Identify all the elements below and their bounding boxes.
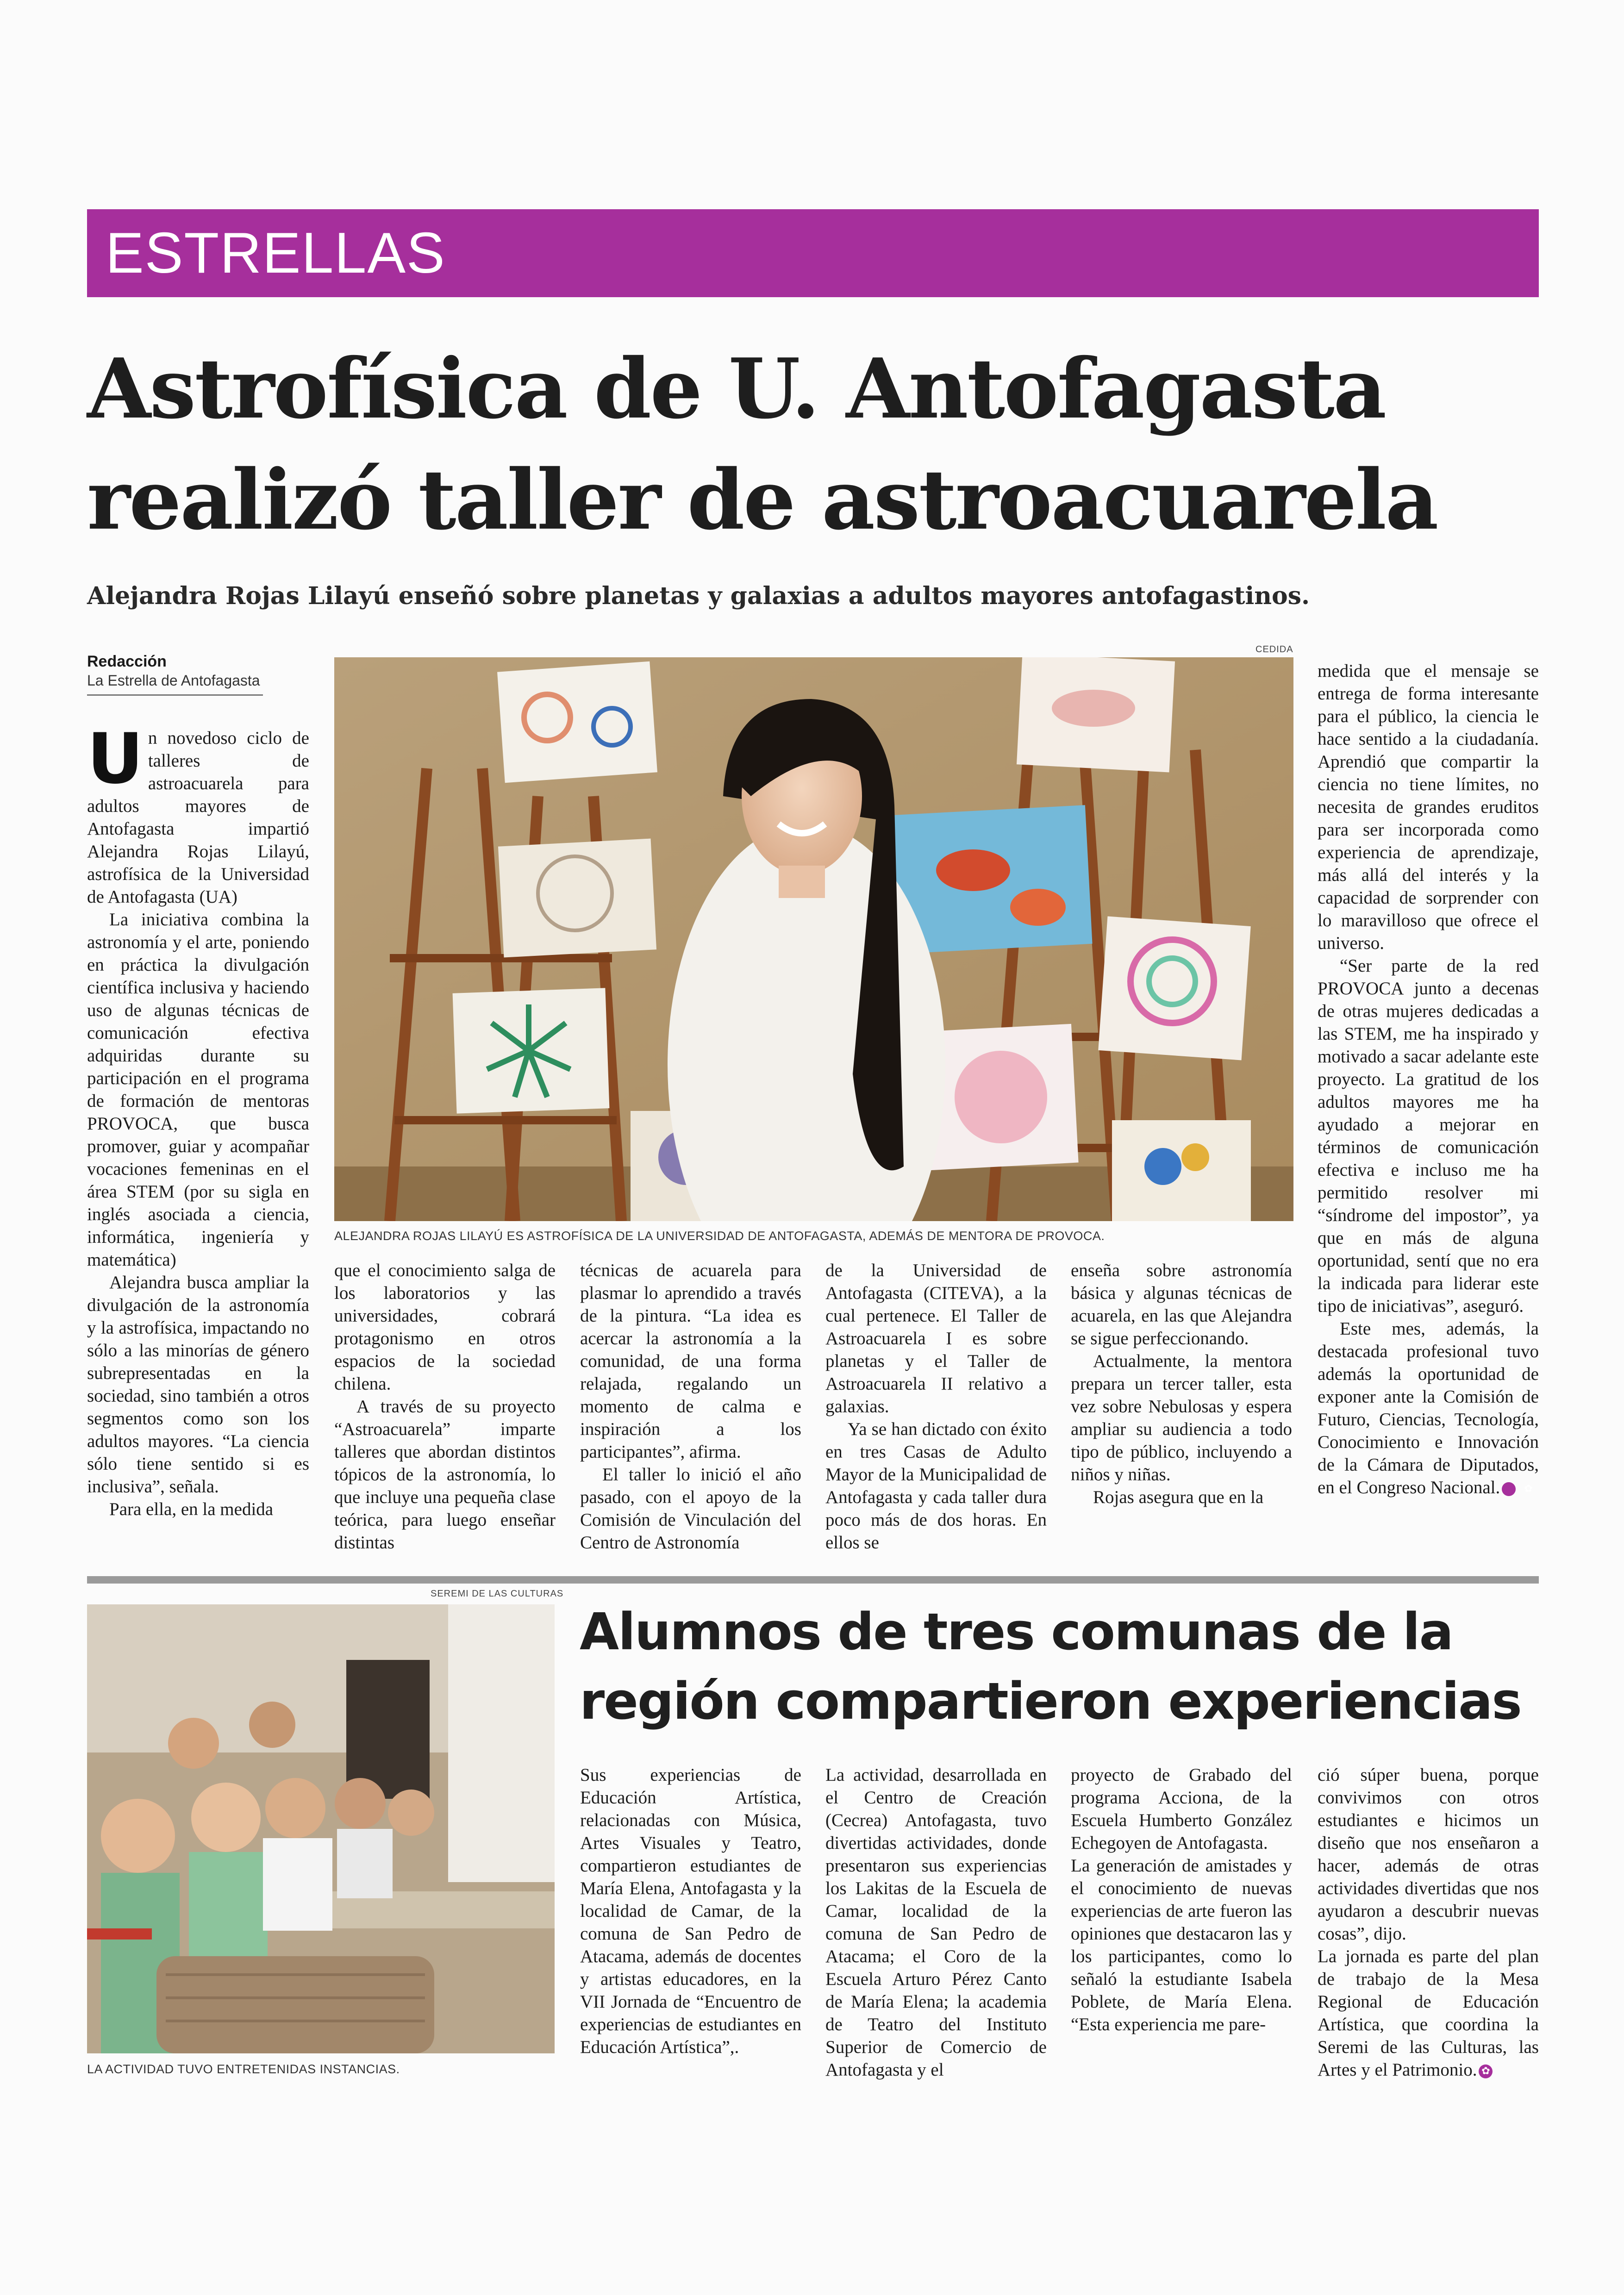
article2-headline [580,1597,1543,1736]
byline-org: La Estrella de Antofagasta [87,672,260,689]
article2-col3-para-2: La generación de amistades y el conocimiento de nuevas experiencias de arte fueron las opiniones que destacaron las y los participantes, como lo señaló la estudiante Isabela Poblete, de María Elena. “Esta experiencia me pare- [1071,1856,1292,2034]
end-mark-icon-2: ✿ [1479,2064,1493,2078]
col6-para-1: medida que el mensaje se entrega de forma interesante para el público, la ciencia le hace sentido a la ciudadanía. Aprendió que compartir la ciencia no tiene límites, no necesita de grandes eruditos para ser incorporada como experiencia de aprendizaje, más allá del interés y la capacidad de sorprender con lo maravilloso que ofrece el universo. [1318,661,1539,953]
headline-line-1: Astrofísica de U. Antofagasta [87,340,1386,437]
article2-column-3 [1071,1764,1292,2036]
col6-para-2: “Ser parte de la red PROVOCA junto a decenas de otras mujeres dedicadas a las STEM, me ha inspirado y motivado a sacar adelante este proyecto. La gratitud de los adultos mayores me ha ayudado a mejorar en términos de comunicación efectiva e incluso me ha permitido resolver mi “síndrome del impostor”, ya que en más de alguna oportunidad, sentí que no era la indicada para liderar este tipo de iniciativas”, aseguró. [1318,956,1539,1316]
article1-column-3 [580,1259,801,1554]
col1-para-1: n novedoso ciclo de talleres de astroacuarela para adultos mayores de Antofagasta impartió Alejandra Rojas Lilayú, astrofísica de la Universidad de Antofagasta (UA) [87,728,309,907]
article-divider [87,1576,1539,1584]
article2-headline-line-1: Alumnos de tres comunas de la [580,1602,1453,1661]
article1-column-6 [1318,660,1539,1499]
headline [87,333,1541,555]
photo2-credit: SEREMI DE LAS CULTURAS [431,1589,564,1599]
col5-para-3: Rojas asegura que en la [1093,1487,1264,1507]
photo2-caption: LA ACTIVIDAD TUVO ENTRETENIDAS INSTANCIAS. [87,2062,400,2076]
article1-column-1 [87,719,309,1521]
subheadline: Alejandra Rojas Lilayú enseñó sobre planetas y galaxias a adultos mayores antofagastinos. [87,582,1310,610]
article1-column-4 [825,1259,1047,1554]
article2-photo [87,1604,555,2053]
photo-astrophysicist-with-paintings [334,657,1293,1221]
article1-column-5 [1071,1259,1292,1509]
headline-line-2: realizó taller de astroacuarela [87,451,1437,548]
photo-credit: CEDIDA [1255,644,1293,655]
article2-col4-para-2: La jornada es parte del plan de trabajo de la Mesa Regional de Educación Artística, que coordina la Seremi de las Culturas, las Artes y el Patrimonio. [1318,1946,1539,2080]
article2-col4-para-1: ció súper buena, porque convivimos con otros estudiantes e hicimos un diseño que nos enseñaron a hacer, además de otras actividades divertidas que nos ayudaron a descubrir nuevas cosas”, dijo. [1318,1765,1539,1944]
photo-caption: ALEJANDRA ROJAS LILAYÚ ES ASTROFÍSICA DE LA UNIVERSIDAD DE ANTOFAGASTA, ADEMÁS DE MENTORA DE PROVOCA. [334,1229,1105,1243]
end-mark-icon: ✿ [1502,1482,1516,1496]
photo-students-workshop [87,1604,555,2053]
col2-para-1: que el conocimiento salga de los laboratorios y las universidades, cobrará protagonismo en otros espacios de la sociedad chilena. [334,1260,556,1394]
byline-name: Redacción [87,653,167,670]
col1-para-2: La iniciativa combina la astronomía y el arte, poniendo en práctica la divulgación científica inclusiva y haciendo uso de algunas técnicas de comunicación efectiva adquiridas durante su participación en el programa de formación de mentoras PROVOCA, que busca promover, guiar y acompañar vocaciones femeninas en el área STEM (por su sigla en inglés asociada a ciencia, informática, ingeniería y matemática) [87,910,309,1270]
col6-para-3: Este mes, además, la destacada profesional tuvo además la oportunidad de exponer ante la Comisión de Futuro, Ciencias, Tecnología, Conocimiento e Innovación de la Cámara de Diputados, en el Congreso Nacional. [1318,1319,1539,1497]
col4-para-2: Ya se han dictado con éxito en tres Casas de Adulto Mayor de la Municipalidad de Antofagasta y cada taller dura poco más de dos horas. En ellos se [825,1419,1047,1553]
col4-para-1: de la Universidad de Antofagasta (CITEVA), a la cual pertenece. El Taller de Astroacuarela I es sobre planetas y el Taller de Astroacuarela II relativo a galaxias. [825,1260,1047,1416]
col5-para-2: Actualmente, la mentora prepara un tercer taller, esta vez sobre Nebulosas y espera ampliar su audiencia a todo tipo de público, incluyendo a niños y niñas. [1071,1351,1292,1484]
byline-rule [87,694,263,696]
article2-col1-para: Sus experiencias de Educación Artística, relacionadas con Música, Artes Visuales y Teatro, compartieron estudiantes de María Elena, Antofagasta y la localidad de Camar, de la comuna de San Pedro de Atacama, además de docentes y artistas educadores, en la VII Jornada de “Encuentro de experiencias de estudiantes en Educación Artística”,. [580,1765,801,2057]
article2-column-2 [825,1764,1047,2081]
col2-para-2: A través de su proyecto “Astroacuarela” imparte talleres que abordan distintos tópicos de la astronomía, lo que incluye una pequeña clase teórica, para luego enseñar distintas [334,1397,556,1553]
col3-para-2: El taller lo inició el año pasado, con el apoyo de la Comisión de Vinculación del Centro de Astronomía [580,1465,801,1553]
article2-column-1 [580,1764,801,2058]
article-photo [334,657,1293,1221]
col1-para-4: Para ella, en la medida [109,1499,274,1519]
dropcap: U [87,719,144,799]
article2-headline-line-2: región compartieron experiencias [580,1671,1521,1731]
col5-para-1: enseña sobre astronomía básica y algunas técnicas de acuarela, en las que Alejandra se sigue perfeccionando. [1071,1260,1292,1348]
article2-column-4 [1318,1764,1539,2081]
article1-column-2 [334,1259,556,1554]
col3-para-1: técnicas de acuarela para plasmar lo aprendido a través de la pintura. “La idea es acercar la astronomía a la comunidad, de una forma relajada, regalando un momento de calma e inspiración a los participantes”, afirma. [580,1260,801,1462]
col1-para-3: Alejandra busca ampliar la divulgación de la astronomía y la astrofísica, impactando no sólo a las minorías de género subrepresentadas en la sociedad, sino también a otros segmentos como son los adultos mayores. “La ciencia sólo tiene sentido si es inclusiva”, señala. [87,1272,309,1497]
section-label: ESTRELLAS [106,221,446,285]
article2-col2-para: La actividad, desarrollada en el Centro de Creación (Cecrea) Antofagasta, tuvo divertidas actividades, donde presentaron sus experiencias los Lakitas de la Escuela de Camar, localidad de la comuna de San Pedro de Atacama; el Coro de la Escuela Arturo Pérez Canto de María Elena; la academia de Teatro del Instituto Superior de Comercio de Antofagasta y el [825,1765,1047,2080]
article2-col3-para-1: proyecto de Grabado del programa Acciona, de la Escuela Humberto González Echegoyen de Antofagasta. [1071,1765,1292,1853]
